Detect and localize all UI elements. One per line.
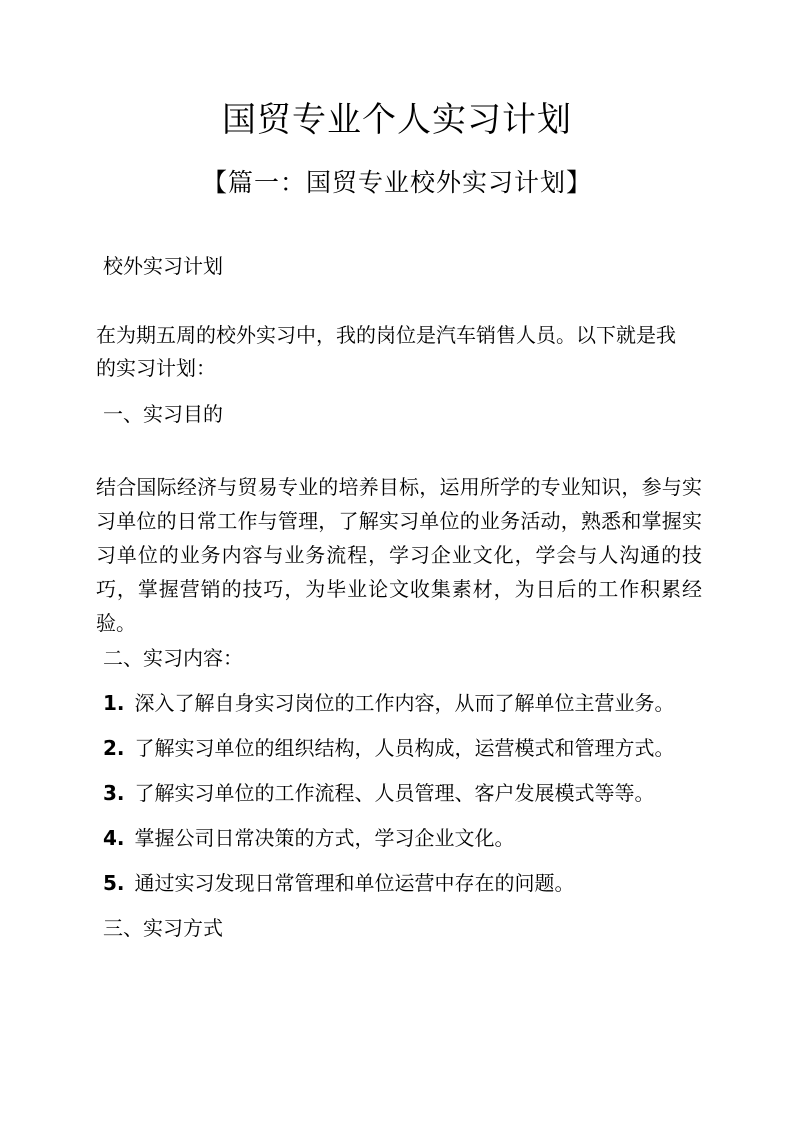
intro-line-1: 在为期五周的校外实习中，我的岗位是汽车销售人员。以下就是我 bbox=[96, 323, 676, 347]
content-list-item bbox=[103, 823, 515, 853]
section-label: 校外实习计划 bbox=[103, 254, 223, 278]
list-item-number: 1. bbox=[103, 691, 125, 715]
list-item-number: 3. bbox=[103, 781, 125, 805]
content-list-item bbox=[103, 778, 655, 808]
list-item-number: 4. bbox=[103, 826, 125, 850]
heading-content: 二、实习内容： bbox=[103, 646, 243, 670]
heading-purpose: 一、实习目的 bbox=[103, 402, 223, 426]
list-item-number: 2. bbox=[103, 736, 125, 760]
content-list-item bbox=[103, 733, 675, 763]
list-item-text: 了解实习单位的工作流程、人员管理、客户发展模式等等。 bbox=[134, 781, 655, 805]
document-title: 国贸专业个人实习计划 bbox=[222, 100, 572, 140]
content-list-item bbox=[103, 868, 575, 898]
heading-method: 三、实习方式 bbox=[103, 916, 223, 940]
list-item-text: 通过实习发现日常管理和单位运营中存在的问题。 bbox=[134, 871, 575, 895]
list-item-text: 深入了解自身实习岗位的工作内容，从而了解单位主营业务。 bbox=[134, 691, 675, 715]
document-subtitle: 【篇一：国贸专业校外实习计划】 bbox=[201, 168, 592, 197]
list-item-text: 了解实习单位的组织结构，人员构成，运营模式和管理方式。 bbox=[134, 736, 675, 760]
intro-line-2: 的实习计划： bbox=[96, 356, 216, 380]
purpose-paragraph: 结合国际经济与贸易专业的培养目标，运用所学的专业知识，参与实习单位的日常工作与管理，了解实习单位的业务活动，熟悉和掌握实习单位的业务内容与业务流程，学习企业文化，学会与人沟通的技巧，掌握营销的技巧，为毕业论文收集素材，为日后的工作积累经验。 bbox=[96, 475, 702, 635]
list-item-number: 5. bbox=[103, 871, 125, 895]
list-item-text: 掌握公司日常决策的方式，学习企业文化。 bbox=[134, 826, 515, 850]
content-list-item bbox=[103, 688, 675, 718]
